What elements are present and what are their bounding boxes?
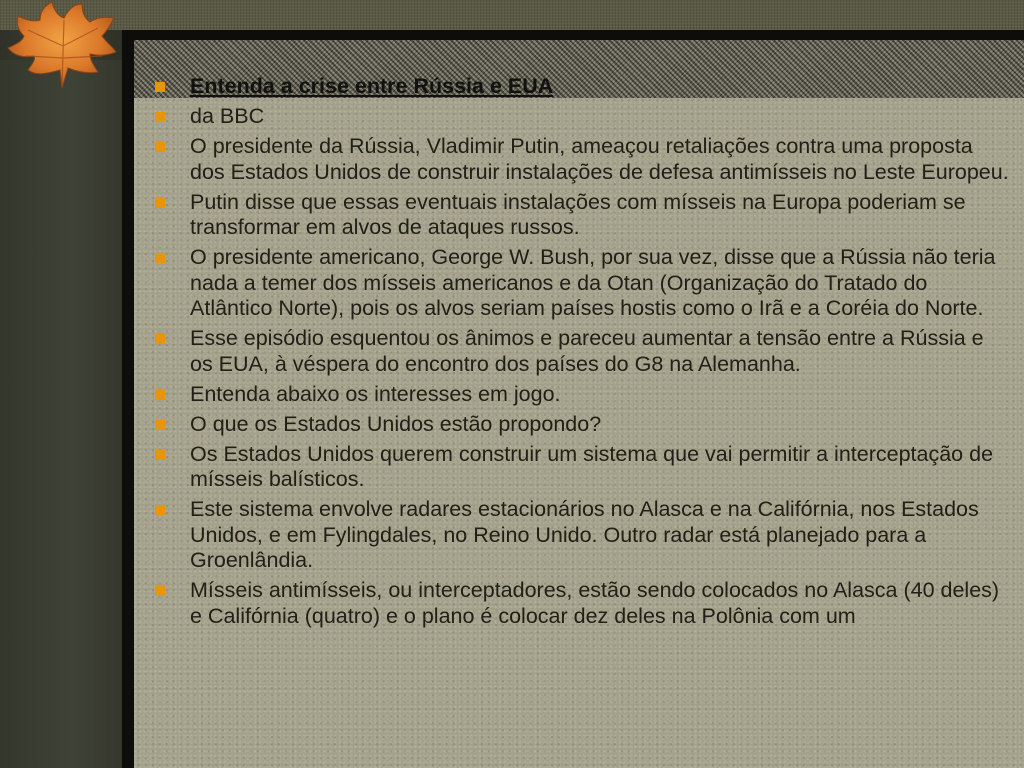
bullet-square-icon	[155, 142, 165, 152]
bullet-text: da BBC	[190, 104, 265, 128]
autumn-leaf-icon	[6, 0, 118, 92]
bullet-square-icon	[155, 505, 165, 515]
bullet-list	[150, 74, 1010, 629]
bullet-square-icon	[155, 390, 165, 400]
bullet-text: Mísseis antimísseis, ou interceptadores, estão sendo colocados no Alasca (40 deles) e Califórnia (quatro) e o plano é colocar dez deles na Polônia com um	[190, 578, 1000, 628]
bullet-text: O presidente americano, George W. Bush, por sua vez, disse que a Rússia não teria nada a temer dos mísseis americanos e da Otan (Organização do Tratado do Atlântico Norte), pois os alvos seriam países hostis como o Irã e a Coréia do Norte.	[190, 245, 996, 320]
bullet-square-icon	[155, 198, 165, 208]
bullet-item	[150, 104, 1010, 130]
bullet-text: Putin disse que essas eventuais instalações com mísseis na Europa poderiam se transformar em alvos de ataques russos.	[190, 189, 966, 239]
bullet-text: Este sistema envolve radares estacionários no Alasca e na Califórnia, nos Estados Unidos, e em Fylingdales, no Reino Unido. Outro radar está planejado para a Groenlândia.	[190, 497, 979, 572]
bullet-item	[150, 190, 1010, 241]
bullet-square-icon	[155, 334, 165, 344]
bullet-square-icon	[155, 586, 165, 596]
bullet-text: O presidente da Rússia, Vladimir Putin, ameaçou retaliações contra uma proposta dos Estados Unidos de construir instalações de defesa antimísseis no Leste Europeu.	[190, 134, 1009, 184]
bullet-square-icon	[155, 82, 165, 92]
bullet-item	[150, 412, 1010, 438]
bullet-item	[150, 578, 1010, 629]
bullet-text: O que os Estados Unidos estão propondo?	[190, 411, 602, 436]
top-black-rail	[122, 30, 1024, 40]
heading-link[interactable]: Entenda a crise entre Rússia e EUA	[190, 74, 554, 98]
bullet-item	[150, 245, 1010, 322]
left-inner-band	[0, 60, 122, 768]
bullet-text: Esse episódio esquentou os ânimos e pareceu aumentar a tensão entre a Rússia e os EUA, à véspera do encontro dos países do G8 na Alemanha.	[190, 326, 984, 376]
bullet-text: Os Estados Unidos querem construir um sistema que vai permitir a interceptação de mísseis balísticos.	[190, 441, 994, 491]
bullet-item	[150, 134, 1010, 185]
bullet-square-icon	[155, 420, 165, 430]
bullet-item	[150, 442, 1010, 493]
bullet-square-icon	[155, 450, 165, 460]
bullet-text: Entenda abaixo os interesses em jogo.	[190, 381, 561, 406]
bullet-item	[150, 326, 1010, 377]
slide-content	[150, 74, 1010, 634]
bullet-square-icon	[155, 253, 165, 263]
bullet-square-icon	[155, 112, 165, 122]
left-black-rail	[122, 30, 134, 768]
bullet-item	[150, 497, 1010, 574]
top-texture-band	[0, 0, 1024, 30]
bullet-item	[150, 382, 1010, 408]
bullet-heading[interactable]	[150, 74, 1010, 100]
